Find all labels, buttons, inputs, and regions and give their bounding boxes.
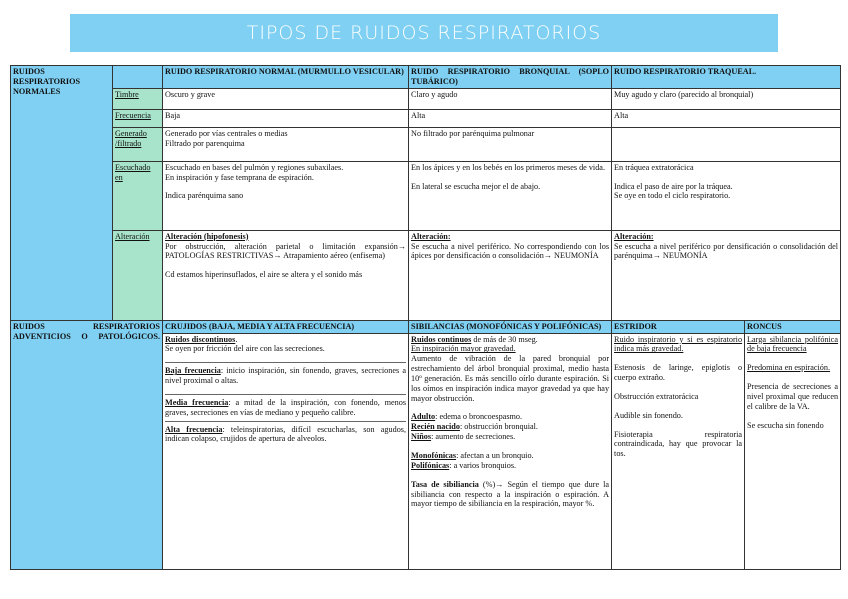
frecuencia-row: [11, 109, 841, 127]
ninos-head: Niños: [411, 432, 432, 442]
vesicular-alteracion-head: Alteración (hipofonesis): [165, 231, 249, 241]
estridor-header: ESTRIDOR: [612, 320, 745, 333]
alteracion-row: [11, 230, 841, 320]
vesicular-alteracion-1: Por obstrucción, alteración parietal o limitación expansión→ PATOLOGÍAS RESTRICTIVAS→ Atrapamiento aéreo (enfisema): [165, 241, 407, 261]
alta-text: : teleinspiratorias, difícil escucharlas, son agudos, indican colapso, crujidos de apertura de alveolos.: [165, 424, 407, 444]
bronchial-alteracion: [409, 230, 612, 320]
bronchial-generado: No filtrado por parénquima pulmonar: [409, 127, 612, 161]
adulto-text: : edema o broncoespasmo.: [435, 412, 523, 422]
vesicular-escuchado-2: En inspiración y fase temprana de espiración.: [165, 172, 314, 182]
tracheal-escuchado: [612, 161, 841, 230]
tracheal-generado: [612, 127, 841, 161]
vesicular-generado: [163, 127, 409, 161]
frecuencia-label: Frecuencia: [113, 109, 163, 127]
roncus-t4: Se escucha sin fonendo: [747, 420, 824, 430]
bronchial-escuchado-2: En lateral se escucha mejor el de abajo.: [411, 181, 541, 191]
vesicular-timbre: Oscuro y grave: [163, 88, 409, 109]
disc-head: Ruidos discontinuos: [165, 334, 236, 344]
timbre-label: Timbre: [113, 88, 163, 109]
vesicular-escuchado-3: Indica parénquima sano: [165, 191, 244, 201]
roncus-t2: Predomina en espiración.: [747, 363, 831, 373]
estridor-t1: Ruido inspiratorio y si es espiratorio indica más gravedad.: [614, 334, 743, 354]
insp-text: En inspiración mayor gravedad.: [411, 344, 516, 354]
tracheal-escuchado-2: Indica el paso de aire por la tráquea.: [614, 181, 733, 191]
estridor-content: [612, 333, 745, 569]
vesicular-alteracion: [163, 230, 409, 320]
roncus-content: [745, 333, 841, 569]
estridor-t4: Audible sin fonendo.: [614, 410, 683, 420]
bronchial-escuchado-1: En los ápices y en los bebés en los primeros meses de vida.: [411, 162, 605, 172]
alteracion-label: Alteración: [113, 230, 163, 320]
tracheal-alteracion-1: Se escucha a nivel periférico por densificación o consolidación del parénquima→ NEUMONÍA: [614, 241, 839, 261]
media-head: Media frecuencia: [165, 397, 229, 407]
baja-text: : inicio inspiración, sin fonendo, graves, secreciones a nivel proximal o altas.: [165, 366, 407, 386]
recien-head: Recién nacido: [411, 422, 460, 432]
roncus-t1: Larga sibilancia polifónica de baja frecuencia: [747, 334, 839, 354]
crujidos-baja: [165, 366, 406, 395]
escuchado-label: Escuchado en: [113, 161, 163, 230]
page-title: TIPOS DE RUIDOS RESPIRATORIOS: [246, 22, 602, 44]
cont-head: Ruidos continuos: [411, 334, 472, 344]
tracheal-header: RUIDO RESPIRATORIO TRAQUEAL.: [612, 66, 841, 89]
recien-text: : obstrucción bronquial.: [459, 422, 538, 432]
poli-text: : a varios bronquios.: [449, 460, 517, 470]
tracheal-alteracion-head: Alteración:: [614, 231, 654, 241]
empty-header-cell: [113, 66, 163, 89]
escuchado-row: [11, 161, 841, 230]
crujidos-media: [165, 398, 406, 422]
vesicular-frecuencia: Baja: [163, 109, 409, 127]
vesicular-generado-2: Filtrado por parenquima: [165, 138, 245, 148]
vesicular-alteracion-2: Cd estamos hiperinsuflados, el aire se altera y el sonido más: [165, 270, 363, 280]
vesicular-generado-1: Generado por vías centrales o medias: [165, 128, 288, 138]
bronchial-header: RUIDO RESPIRATORIO BRONQUIAL (SOPLO TUBÁRICO): [409, 66, 612, 89]
estridor-t3: Obstrucción extratorácica: [614, 391, 699, 401]
media-text: : a mitad de la inspiración, con fonendo, menos graves, secreciones en vías de mediano y pequeño calibre.: [165, 397, 407, 417]
tracheal-frecuencia: Alta: [612, 109, 841, 127]
vesicular-escuchado-1: Escuchado en bases del pulmón y regiones subaxilaes.: [165, 162, 344, 172]
sib-desc: Aumento de vibración de la pared bronquial por estrechamiento del árbol bronquial proximal, medio hasta 10º generación. Es más sencillo oírlo durante espiración. Si los oímos en inspiración indica mayor gravedad ya que hay mayor obstrucción.: [411, 354, 610, 403]
tracheal-escuchado-1: En tráquea extratorácica: [614, 162, 694, 172]
bronchial-alteracion-head: Alteración:: [411, 231, 451, 241]
cont-text: de más de 30 mseg.: [471, 334, 538, 344]
estridor-t2: Estenosis de laringe, epiglotis o cuerpo extraño.: [614, 363, 743, 383]
sibilancias-header: SIBILANCIAS (MONOFÓNICAS Y POLIFÓNICAS): [409, 320, 612, 333]
vesicular-escuchado: [163, 161, 409, 230]
roncus-t3: Presencia de secreciones a nivel proximal que reducen el calibre de la VA.: [747, 382, 839, 411]
ninos-text: : aumento de secreciones.: [431, 432, 516, 442]
generado-row: [11, 127, 841, 161]
adventicios-header-row: [11, 320, 841, 333]
vesicular-header: RUIDO RESPIRATORIO NORMAL (MURMULLO VESICULAR): [163, 66, 409, 89]
crujidos-header: CRUJIDOS (BAJA, MEDIA Y ALTA FRECUENCIA): [163, 320, 409, 333]
tracheal-alteracion: [612, 230, 841, 320]
crujidos-discontinuos: Ruidos discontinuos. Se oyen por fricción del aire con las secreciones.: [165, 335, 406, 364]
alta-head: Alta frecuencia: [165, 424, 223, 434]
tracheal-escuchado-3: Se oye en todo el ciclo respiratorio.: [614, 191, 731, 201]
title-banner: [70, 14, 778, 52]
adulto-head: Adulto: [411, 412, 436, 422]
tasa-text: (%)→ Según el tiempo que dure la sibiliancia con respecto a la inspiración o espiración. A mayor tiempo de sibiliancia en la respiración, mayor %.: [411, 479, 610, 509]
crujidos-content: [163, 333, 409, 569]
tasa-head: Tasa de sibiliancia: [411, 479, 479, 489]
generado-label: Generado /filtrado: [113, 127, 163, 161]
crujidos-alta: [165, 425, 406, 445]
bronchial-frecuencia: Alta: [409, 109, 612, 127]
bronchial-timbre: Claro y agudo: [409, 88, 612, 109]
normal-sounds-label: RUIDOS RESPIRATORIOS NORMALES: [11, 66, 113, 321]
baja-head: Baja frecuencia: [165, 366, 221, 376]
mono-head: Monofónicas: [411, 450, 457, 460]
sibilancias-content: [409, 333, 612, 569]
disc-text: Se oyen por fricción del aire con las secreciones.: [165, 344, 325, 354]
bronchial-escuchado: [409, 161, 612, 230]
tracheal-timbre: Muy agudo y claro (parecido al bronquial): [612, 88, 841, 109]
estridor-t5: Fisioterapia respiratoria contraindicada, hay que provocar la tos.: [614, 429, 743, 459]
poli-head: Polifónicas: [411, 460, 450, 470]
roncus-header: RONCUS: [745, 320, 841, 333]
normal-header-row: [11, 66, 841, 89]
mono-text: : afectan a un bronquio.: [456, 450, 534, 460]
respiratory-sounds-table: [10, 65, 841, 570]
bronchial-alteracion-1: Se escucha a nivel periférico. No correspondiendo con los ápices por densificación o consolidación→ NEUMONÍA: [411, 241, 610, 261]
adventitious-sounds-label: RUIDOS RESPIRATORIOS ADVENTICIOS O PATOLÓGICOS.: [11, 320, 163, 569]
timbre-row: [11, 88, 841, 109]
